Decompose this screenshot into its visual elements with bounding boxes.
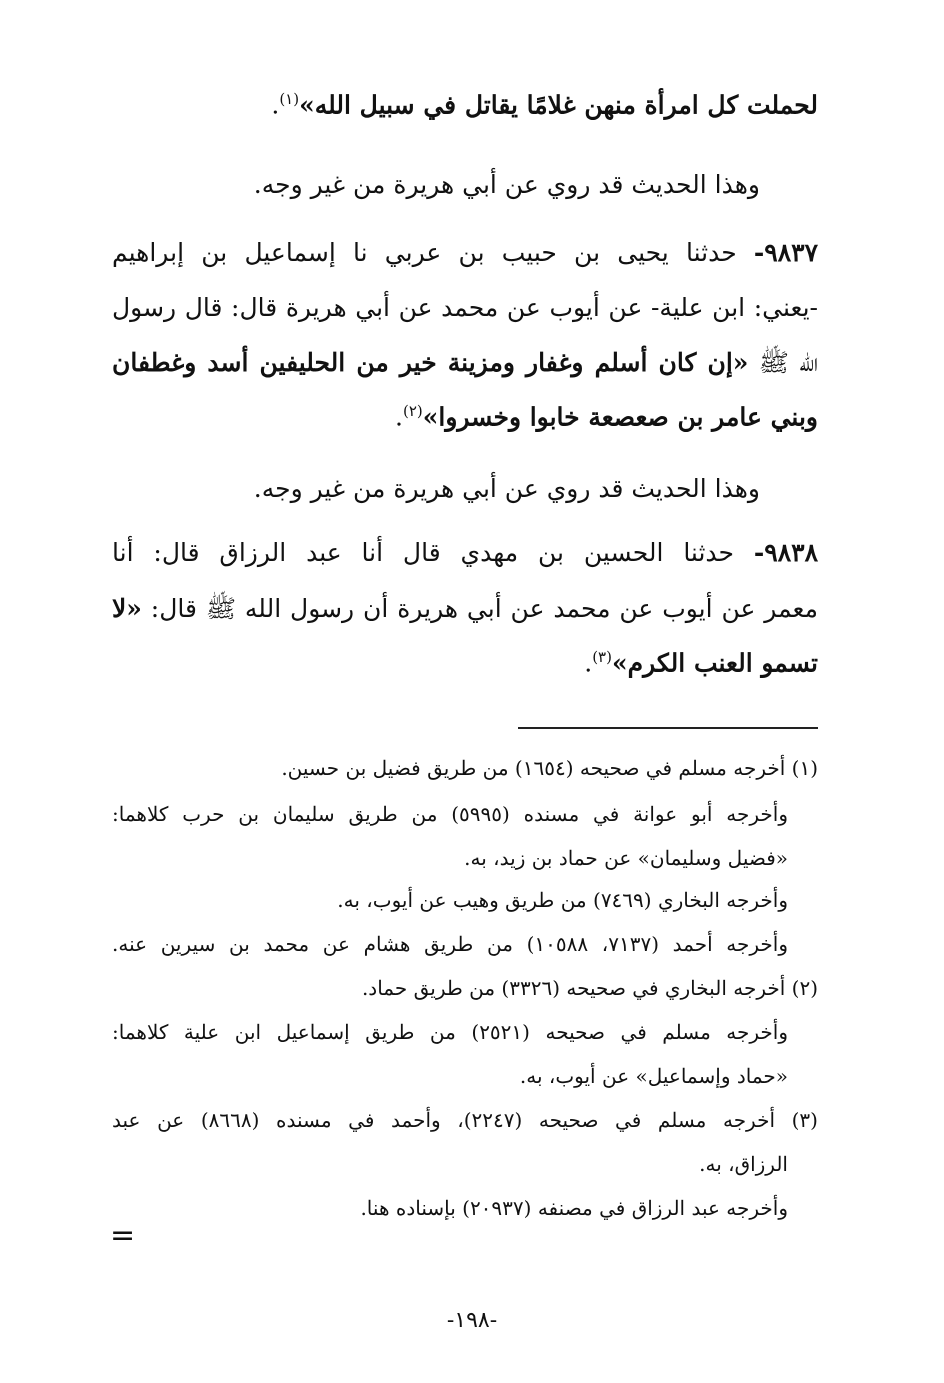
main-line: معمر عن أيوب عن محمد عن أبي هريرة أن رسول الله ﷺ قال: «لا <box>112 594 818 623</box>
footnote-line: وأخرجه البخاري (٧٤٦٩) من طريق وهيب عن أيوب، به. <box>337 888 788 912</box>
main-line: الله ﷺ «إن كان أسلم وغفار ومزينة خير من الحليفين أسد وغطفان <box>112 348 819 377</box>
main-line: تسمو العنب الكرم»$^{(٣)}$. <box>584 648 818 678</box>
footnote-line: وأخرجه مسلم في صحيحه (٢٥٢١) من طريق إسماعيل ابن علية كلاهما: <box>112 1020 788 1044</box>
main-line: ٩٨٣٨- حدثنا الحسين بن مهدي قال أنا عبد الرزاق قال: أنا <box>112 538 818 567</box>
main-line: ٩٨٣٧- حدثنا يحيى بن حبيب بن عربي نا إسماعيل بن إبراهيم <box>112 238 818 267</box>
continuation-mark: = <box>110 1218 136 1253</box>
main-line: وهذا الحديث قد روي عن أبي هريرة من غير وجه. <box>253 474 760 503</box>
footnote-separator <box>518 727 818 729</box>
footnote-line: (١) أخرجه مسلم في صحيحه (١٦٥٤) من طريق فضيل بن حسين. <box>281 756 818 780</box>
footnote-line: الرزاق، به. <box>699 1152 788 1176</box>
footnote-line: (٣) أخرجه مسلم في صحيحه (٢٢٤٧)، وأحمد في مسنده (٨٦٦٨) عن عبد <box>112 1108 818 1132</box>
footnote-line: «فضيل وسليمان» عن حماد بن زيد، به. <box>464 846 788 870</box>
footnote-line: وأخرجه عبد الرزاق في مصنفه (٢٠٩٣٧) بإسناده هنا. <box>360 1196 788 1220</box>
footnote-line: وأخرجه أبو عوانة في مسنده (٥٩٩٥) من طريق سليمان بن حرب كلاهما: <box>112 802 788 826</box>
main-line: لحملت كل امرأة منهن غلامًا يقاتل في سبيل الله»$^{(١)}$. <box>271 90 818 120</box>
main-line: وبني عامر بن صعصعة خابوا وخسروا»$^{(٢)}$. <box>395 402 818 432</box>
page-number: -١٩٨- <box>446 1308 498 1333</box>
footnote-line: «حماد وإسماعيل» عن أيوب، به. <box>519 1064 788 1088</box>
main-line: -يعني: ابن علية- عن أيوب عن محمد عن أبي هريرة قال: قال رسول <box>112 293 818 322</box>
footnote-line: (٢) أخرجه البخاري في صحيحه (٣٣٢٦) من طريق حماد. <box>361 976 818 1000</box>
footnote-line: وأخرجه أحمد (٧١٣٧، ١٠٥٨٨) من طريق هشام عن محمد بن سيرين عنه. <box>112 932 789 956</box>
main-line: وهذا الحديث قد روي عن أبي هريرة من غير وجه. <box>253 170 760 199</box>
